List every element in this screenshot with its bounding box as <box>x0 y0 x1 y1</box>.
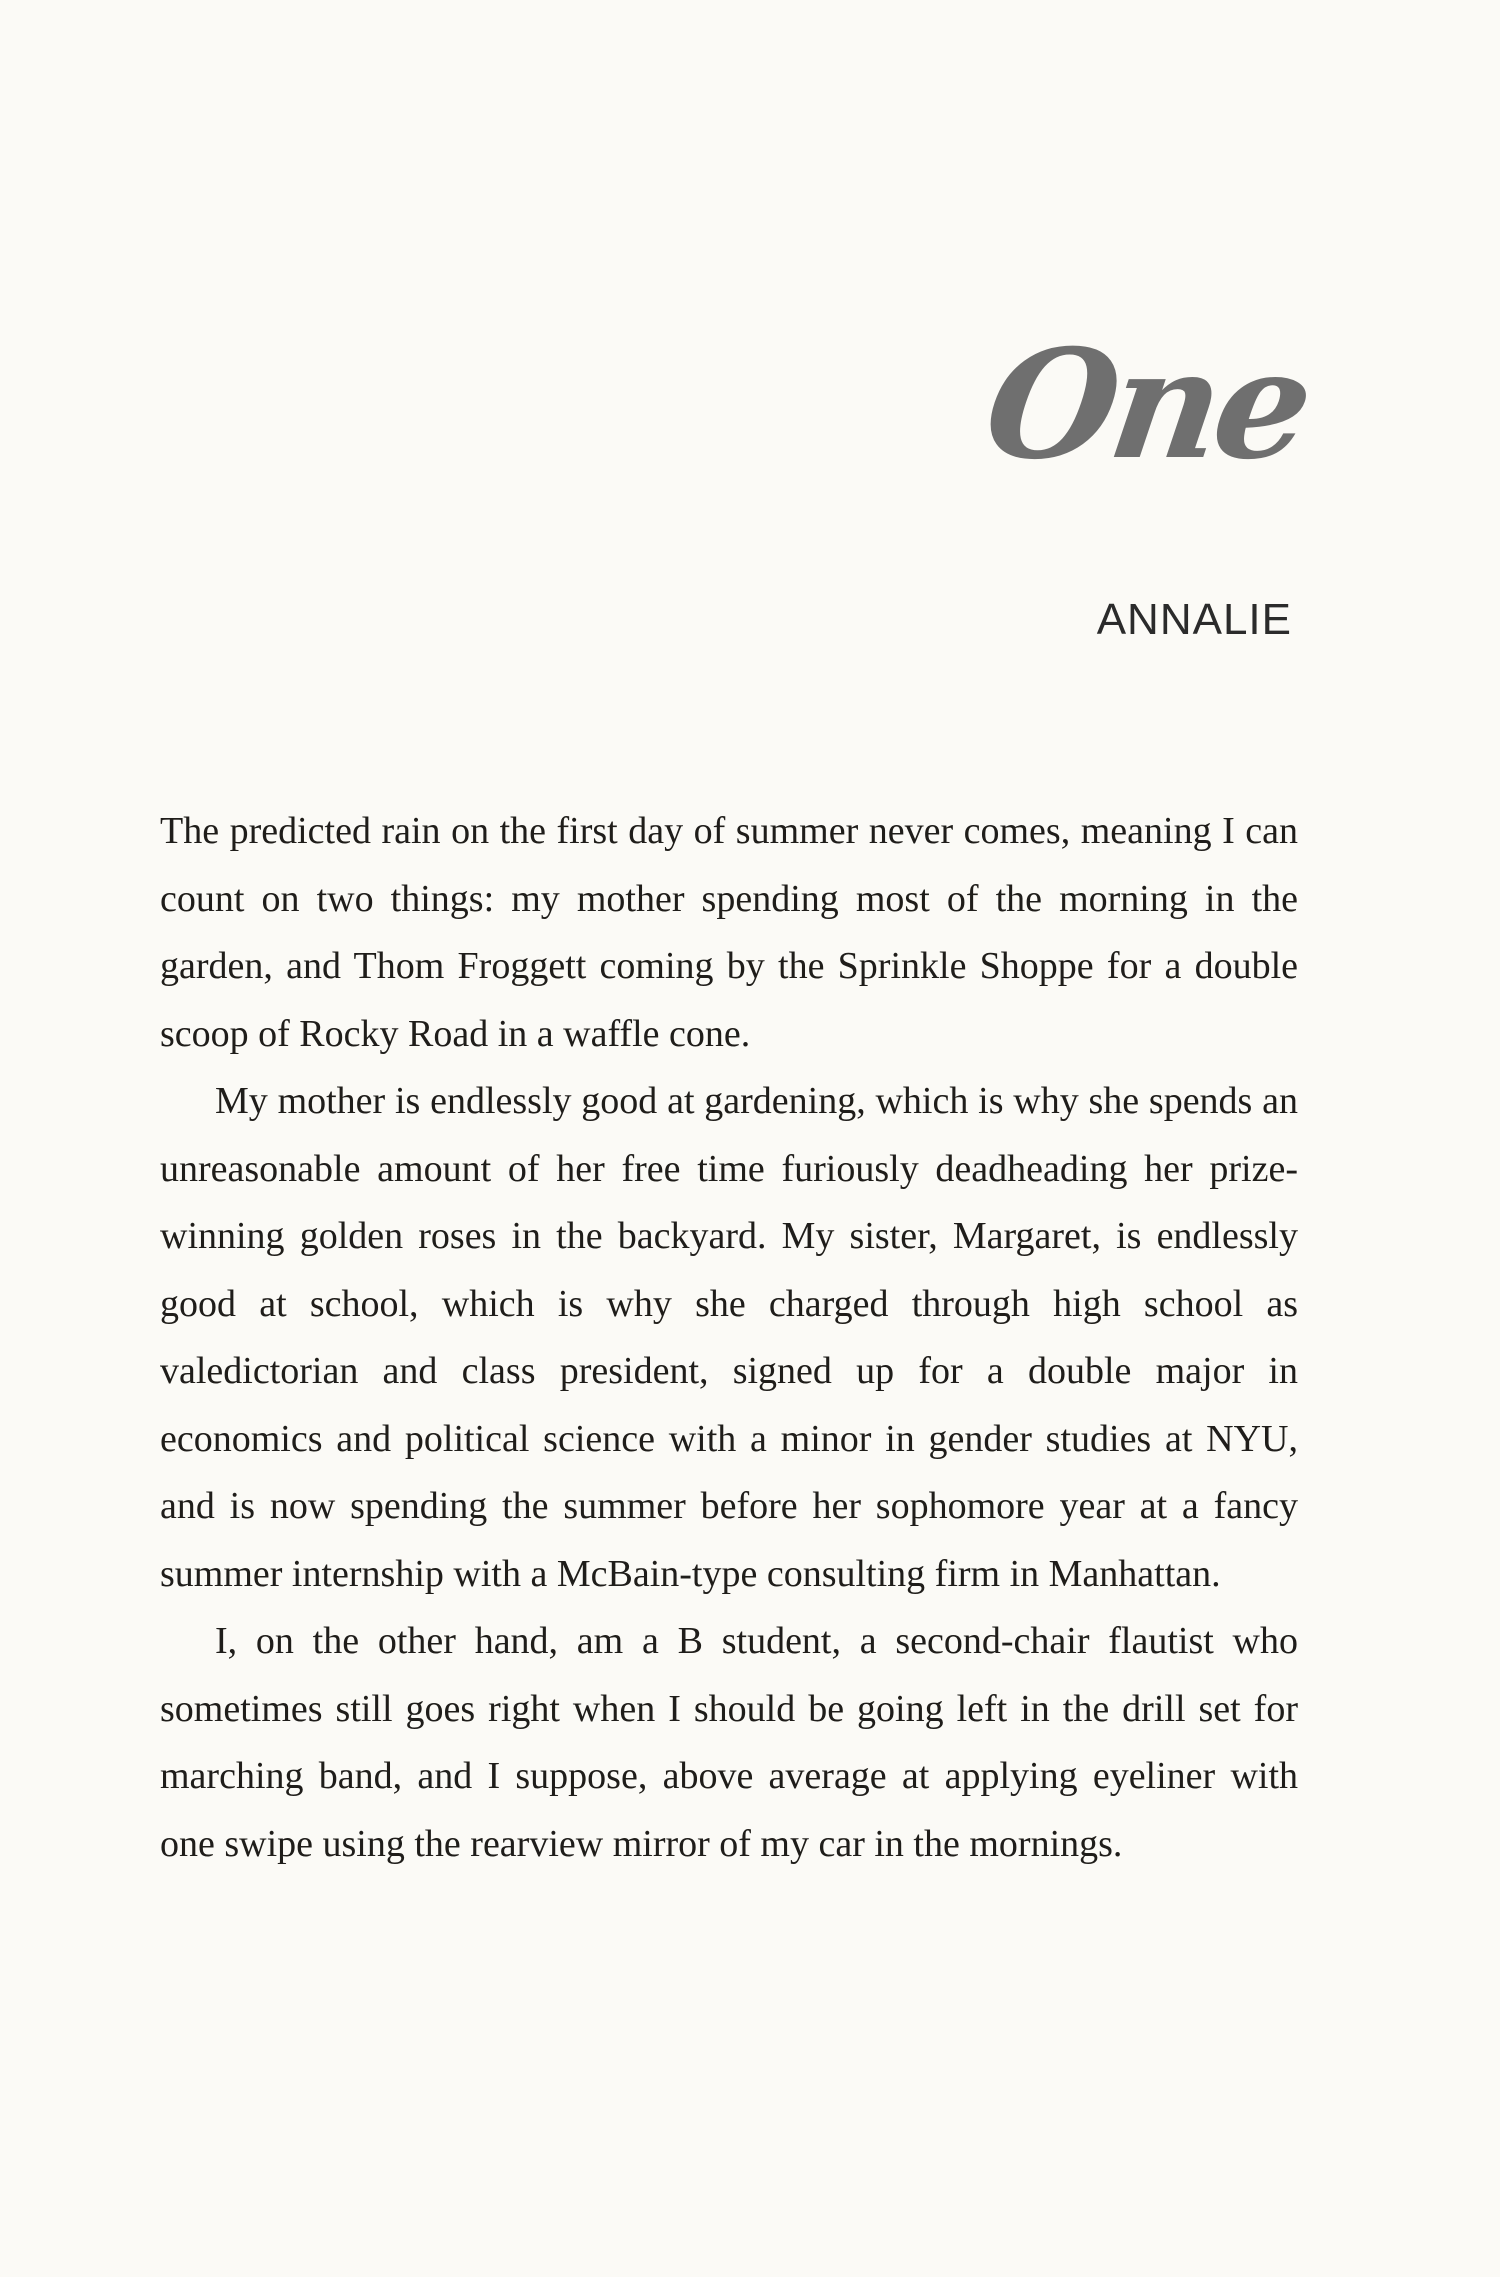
chapter-title: One <box>975 317 1318 493</box>
paragraph-3: I, on the other hand, am a B student, a second-chair flautist who sometimes still goes right when I should be going left in the drill set for marching band, and I suppose, above average at applying eyeliner with one swipe using the rearview mirror of my car in the mornings. <box>160 1620 1298 1865</box>
paragraph-2: My mother is endlessly good at gardening, which is why she spends an unreasonable amount of her free time furiously deadheading her prize-winning golden roses in the backyard. My sister, Margaret, is endlessly good at school, which is why she charged through high school as valedictorian and class president, signed up for a double major in economics and political science with a minor in gender studies at NYU, and is now spending the summer before her sophomore year at a fancy summer internship with a McBain-type consulting firm in Manhattan. <box>160 1080 1298 1595</box>
paragraph-1: The predicted rain on the first day of summer never comes, meaning I can count on two things: my mother spending most of the morning in the garden, and Thom Froggett coming by the Sprinkle Shoppe for a double scoop of Rocky Road in a waffle cone. <box>160 810 1298 1055</box>
chapter-narrator: ANNALIE <box>1096 595 1292 644</box>
chapter-body <box>160 798 1298 1878</box>
